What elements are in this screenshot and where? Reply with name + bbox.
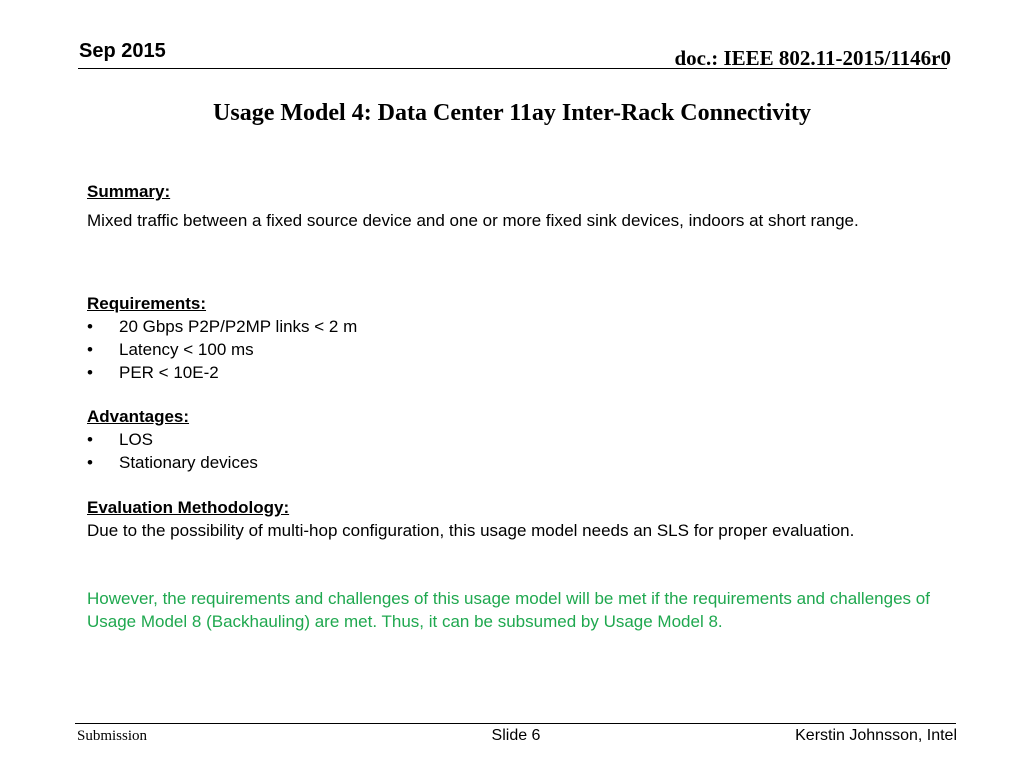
- footer-submission: Submission: [77, 728, 148, 744]
- summary-section: [87, 180, 937, 232]
- footer-divider: [75, 723, 956, 724]
- advantages-section: [87, 405, 937, 474]
- requirements-list: [87, 315, 937, 384]
- list-item: • LOS: [87, 428, 937, 451]
- footer-author: Kerstin Johnsson, Intel: [795, 727, 957, 744]
- requirements-section: [87, 292, 937, 384]
- advantages-heading: Advantages:: [87, 407, 190, 426]
- evaluation-text: Due to the possibility of multi-hop configuration, this usage model needs an SLS for proper evaluation.: [87, 521, 855, 540]
- list-item: • Stationary devices: [87, 451, 937, 474]
- evaluation-heading: Evaluation Methodology:: [87, 498, 290, 517]
- list-item: • PER < 10E-2: [87, 361, 937, 384]
- summary-text: Mixed traffic between a fixed source device and one or more fixed sink devices, indoors at short range.: [87, 211, 859, 230]
- list-item: • 20 Gbps P2P/P2MP links < 2 m: [87, 315, 937, 338]
- slide-number: Slide 6: [491, 727, 541, 744]
- list-item: • Latency < 100 ms: [87, 338, 937, 361]
- summary-heading: Summary:: [87, 182, 171, 201]
- requirements-heading: Requirements:: [87, 294, 207, 313]
- advantages-list: [87, 428, 937, 474]
- header-date: Sep 2015: [79, 40, 166, 62]
- header-divider: [78, 68, 947, 69]
- evaluation-section: [87, 496, 937, 542]
- header-doc-id: doc.: IEEE 802.11-2015/1146r0: [674, 46, 951, 70]
- slide-title: Usage Model 4: Data Center 11ay Inter-Rack Connectivity: [213, 100, 811, 126]
- note-text: However, the requirements and challenges of this usage model will be met if the requirements and challenges of Usage Model 8 (Backhauling) are met. Thus, it can be subsumed by Usage Model 8.: [87, 589, 930, 631]
